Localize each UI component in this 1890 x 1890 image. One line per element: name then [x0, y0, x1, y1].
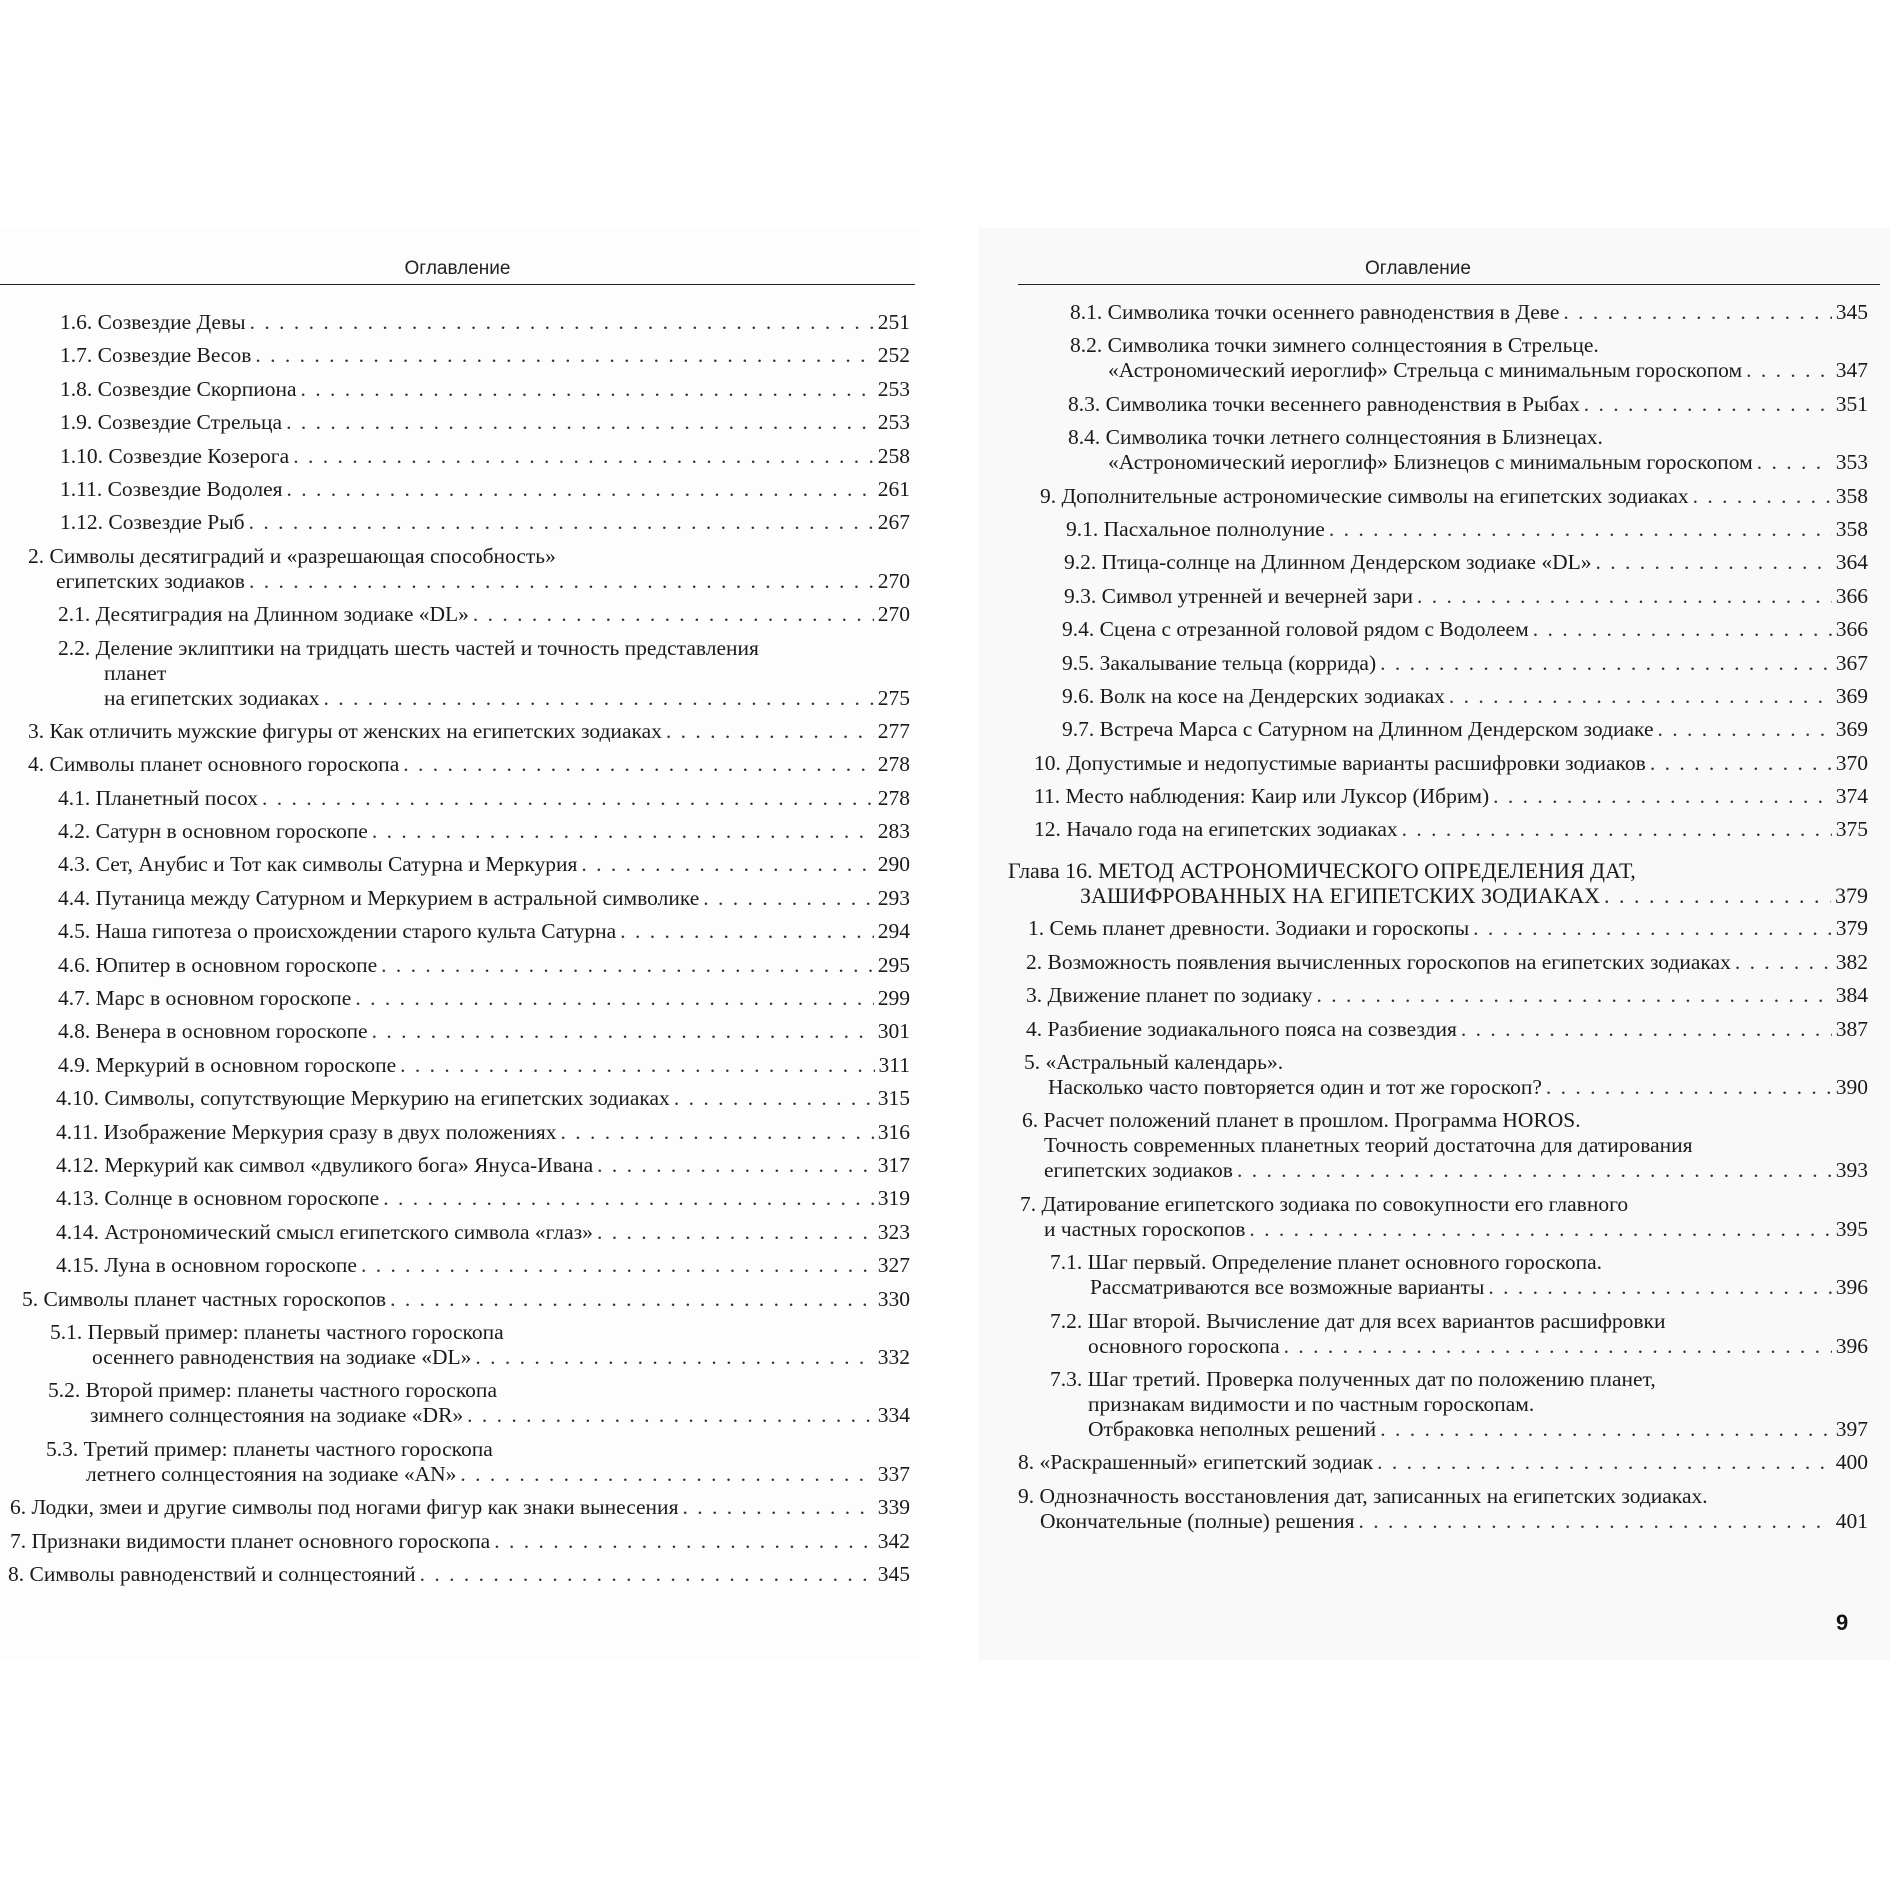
dot-leader: [1563, 300, 1831, 325]
toc-page-number: 253: [877, 376, 910, 401]
toc-entry: [978, 1309, 1890, 1359]
toc-entry-title: 2.1. Десятиградия на Длинном зодиаке «DL»: [58, 602, 469, 627]
toc-entry-title: 2. Возможность появления вычисленных гороскопов на египетских зодиаках: [1026, 949, 1731, 974]
toc-entry-title: ЗАШИФРОВАННЫХ НА ЕГИПЕТСКИХ ЗОДИАКАХ: [1080, 883, 1601, 909]
toc-entry: [0, 1437, 920, 1487]
toc-entry-line: 5.2. Второй пример: планеты частного гороскопа: [48, 1378, 497, 1403]
toc-entry-title: 8.1. Символика точки осеннего равноденствия в Деве: [1070, 300, 1560, 324]
toc-page-number: 401: [1835, 1508, 1868, 1533]
toc-entry: [0, 636, 920, 711]
toc-entry-line: 5. «Астральный календарь».: [1024, 1050, 1284, 1075]
toc-page-number: 315: [877, 1086, 910, 1111]
toc-page-number: 251: [877, 310, 910, 334]
toc-entry: [0, 1053, 920, 1078]
toc-page-number: 400: [1835, 1450, 1868, 1475]
toc-page-number: 299: [877, 986, 910, 1011]
left-page: [0, 228, 920, 1660]
toc-page-number: 379: [1835, 916, 1868, 941]
dot-leader: [255, 343, 873, 368]
dot-leader: [293, 444, 874, 469]
toc-entry: [0, 343, 920, 368]
toc-entry: [978, 751, 1890, 776]
toc-entry-title: 1.8. Созвездие Скорпиона: [60, 376, 297, 401]
dot-leader: [460, 1462, 873, 1487]
toc-page-number: 277: [877, 718, 910, 743]
toc-page-number: 396: [1835, 1333, 1868, 1358]
toc-entry-title: 4.12. Меркурий как символ «двуликого бога» Януса-Ивана: [56, 1152, 594, 1177]
toc-entry-title: 4.13. Солнце в основном гороскопе: [56, 1186, 380, 1211]
toc-entry-title: 1.12. Созвездие Рыб: [60, 510, 245, 535]
toc-entry: [0, 1287, 920, 1312]
dot-leader: [666, 719, 874, 744]
dot-leader: [1358, 1509, 1831, 1534]
toc-entry: [978, 1367, 1890, 1442]
toc-page-number: 293: [877, 885, 910, 910]
dot-leader: [383, 1186, 874, 1211]
toc-entry-title: основного гороскопа: [1088, 1333, 1280, 1358]
toc-entry: [978, 817, 1890, 842]
toc-page-number: 334: [877, 1403, 910, 1428]
toc-entry-title: 1.11. Созвездие Водолея: [60, 476, 283, 501]
toc-entry: [0, 310, 920, 335]
toc-entry-title: 3. Как отличить мужские фигуры от женских на египетских зодиаках: [28, 718, 662, 743]
dot-leader: [1402, 817, 1832, 842]
toc-entry-title: 9.3. Символ утренней и вечерней зари: [1064, 583, 1414, 608]
toc-entry-title: 9.5. Закалывание тельца (коррида): [1062, 650, 1377, 675]
dot-leader: [1746, 358, 1832, 383]
toc-entry: [978, 784, 1890, 809]
toc-page-number: 358: [1835, 516, 1868, 541]
dot-leader: [381, 953, 874, 978]
toc-entry: [0, 377, 920, 402]
right-page: [978, 228, 1890, 1660]
toc-page-number: 387: [1835, 1016, 1868, 1041]
dot-leader: [467, 1403, 874, 1428]
dot-leader: [400, 1053, 874, 1078]
toc-page-number: 337: [877, 1461, 910, 1486]
toc-entry: [978, 717, 1890, 742]
toc-entry: [0, 544, 920, 594]
toc-entry: [978, 333, 1890, 383]
toc-entry-line: 7.3. Шаг третий. Проверка полученных дат по положению планет,: [1050, 1366, 1656, 1391]
toc-entry: [0, 510, 920, 535]
toc-entry-title: 1.6. Созвездие Девы: [60, 310, 246, 334]
toc-entry: [978, 950, 1890, 975]
toc-page-number: 342: [877, 1528, 910, 1553]
toc-page-number: 374: [1835, 784, 1868, 809]
toc-entry-title: 4.7. Марс в основном гороскопе: [58, 986, 352, 1011]
toc-entry-title: осеннего равноденствия на зодиаке «DL»: [92, 1344, 472, 1369]
toc-page-number: 347: [1835, 358, 1868, 383]
dot-leader: [1316, 983, 1831, 1008]
toc-entry-line: Точность современных планетных теорий достаточна для датирования: [1044, 1133, 1693, 1158]
dot-leader: [250, 310, 874, 335]
toc-entry-title: 4.8. Венера в основном гороскопе: [58, 1019, 368, 1044]
toc-entry-title: 4.3. Сет, Анубис и Тот как символы Сатурна и Меркурия: [58, 852, 578, 877]
dot-leader: [581, 852, 873, 877]
toc-entry-title: 8. Символы равноденствий и солнцестояний: [8, 1561, 416, 1586]
toc-entry: [978, 684, 1890, 709]
toc-entry: [978, 584, 1890, 609]
dot-leader: [1735, 950, 1832, 975]
toc-entry-title: Рассматриваются все возможные варианты: [1090, 1275, 1485, 1300]
dot-leader: [1380, 651, 1832, 676]
toc-entry: [978, 550, 1890, 575]
toc-entry-title: 4.9. Меркурий в основном гороскопе: [58, 1052, 397, 1077]
toc-page-number: 393: [1835, 1158, 1868, 1183]
toc-page-number: 332: [877, 1344, 910, 1369]
dot-leader: [355, 986, 873, 1011]
toc-entry-title: 4. Разбиение зодиакального пояса на созвездия: [1026, 1016, 1457, 1041]
toc-page-number: 323: [877, 1219, 910, 1244]
dot-leader: [403, 752, 874, 777]
toc-entry-title: египетских зодиаков: [1044, 1158, 1233, 1183]
toc-entry-title: 4.4. Путаница между Сатурном и Меркурием в астральной символике: [58, 885, 700, 910]
toc-entry-line: 7.1. Шаг первый. Определение планет основного гороскопа.: [1050, 1250, 1603, 1275]
toc-page-number: 375: [1835, 817, 1868, 842]
toc-entry: [0, 602, 920, 627]
toc-entry-line: 8.2. Символика точки зимнего солнцестояния в Стрельце.: [1070, 333, 1599, 358]
toc-page-number: 275: [877, 685, 910, 710]
toc-entry: [0, 1153, 920, 1178]
toc-page-number: 339: [877, 1495, 910, 1520]
toc-entry-title: 9.6. Волк на косе на Дендерских зодиаках: [1062, 683, 1445, 708]
dot-leader: [1584, 392, 1832, 417]
toc-entry-line: 2. Символы десятиградий и «разрешающая способность»: [28, 543, 556, 568]
header-rule: [1018, 284, 1880, 285]
toc-entry-title: летнего солнцестояния на зодиаке «AN»: [86, 1461, 457, 1486]
toc-entry-title: 9.2. Птица-солнце на Длинном Дендерском зодиаке «DL»: [1064, 550, 1592, 575]
toc-entry-title: 4.11. Изображение Меркурия сразу в двух положениях: [56, 1119, 557, 1144]
dot-leader: [473, 602, 874, 627]
toc-entry: [0, 886, 920, 911]
toc-entry: [0, 786, 920, 811]
toc-entry-title: 11. Место наблюдения: Каир или Луксор (Ибрим): [1034, 784, 1490, 809]
toc-page-number: 327: [877, 1253, 910, 1278]
toc-entry: [0, 1220, 920, 1245]
toc-entry: [978, 916, 1890, 941]
toc-page-number: 390: [1835, 1075, 1868, 1100]
toc-page-number: 384: [1835, 983, 1868, 1008]
toc-entry-title: 4.2. Сатурн в основном гороскопе: [58, 819, 368, 844]
toc-page-number: 253: [877, 410, 910, 435]
dot-leader: [324, 686, 874, 711]
toc-entry: [978, 1484, 1890, 1534]
dot-leader: [620, 919, 874, 944]
page-number: 9: [1836, 1610, 1849, 1635]
toc-page-number: 395: [1835, 1216, 1868, 1241]
toc-entry: [0, 852, 920, 877]
toc-entry: [0, 1562, 920, 1587]
dot-leader: [1533, 617, 1832, 642]
toc-entry: [0, 919, 920, 944]
dot-leader: [420, 1562, 874, 1587]
toc-entry-line: 2.2. Деление эклиптики на тридцать шесть частей и точность представления: [58, 635, 759, 660]
toc-entry-title: «Астрономический иероглиф» Стрельца с минимальным гороскопом: [1108, 358, 1743, 383]
dot-leader: [1604, 883, 1831, 908]
dot-leader: [1380, 1417, 1832, 1442]
dot-leader: [682, 1495, 873, 1520]
toc-page-number: 311: [878, 1052, 910, 1077]
toc-page-number: 364: [1835, 550, 1868, 575]
toc-entry-line: 8.4. Символика точки летнего солнцестояния в Близнецах.: [1068, 425, 1603, 450]
toc-entry-title: и частных гороскопов: [1044, 1216, 1246, 1241]
toc-entry-title: на египетских зодиаках: [104, 685, 320, 710]
toc-page-number: 382: [1835, 949, 1868, 974]
toc-page-number: 295: [877, 952, 910, 977]
toc-entry: [978, 1017, 1890, 1042]
dot-leader: [674, 1086, 874, 1111]
toc-entry: [978, 517, 1890, 542]
chapter-heading: [978, 858, 1890, 908]
toc-page-number: 261: [877, 476, 910, 501]
toc-page-number: 351: [1835, 391, 1868, 416]
toc-page-number: 369: [1835, 717, 1868, 742]
toc-entry: [978, 1050, 1890, 1100]
toc-page-number: 367: [1835, 650, 1868, 675]
dot-leader: [249, 510, 874, 535]
toc-page-number: 369: [1835, 683, 1868, 708]
toc-page-number: 278: [877, 785, 910, 810]
dot-leader: [1596, 550, 1832, 575]
dot-leader: [1693, 484, 1832, 509]
toc-entry-title: 12. Начало года на египетских зодиаках: [1034, 817, 1398, 842]
dot-leader: [703, 886, 873, 911]
dot-leader: [1650, 751, 1832, 776]
toc-page-number: 353: [1835, 450, 1868, 475]
toc-entry: [978, 392, 1890, 417]
dot-leader: [1449, 684, 1832, 709]
toc-entry-title: Окончательные (полные) решения: [1040, 1508, 1355, 1533]
dot-leader: [286, 410, 874, 435]
toc-entry-line: Глава 16. МЕТОД АСТРОНОМИЧЕСКОГО ОПРЕДЕЛЕНИЯ ДАТ,: [1008, 858, 1636, 884]
toc-entry-title: 4.6. Юпитер в основном гороскопе: [58, 952, 378, 977]
toc-entry-title: Отбраковка неполных решений: [1088, 1416, 1377, 1441]
dot-leader: [372, 1019, 874, 1044]
dot-leader: [1757, 450, 1832, 475]
toc-entry-title: 4. Символы планет основного гороскопа: [28, 752, 400, 777]
toc-entry-title: 4.1. Планетный посох: [58, 785, 258, 810]
dot-leader: [249, 569, 874, 594]
toc-page-number: 301: [877, 1019, 910, 1044]
running-head: Оглавление: [1365, 258, 1471, 279]
toc-page-number: 258: [877, 443, 910, 468]
toc-page-number: 283: [877, 819, 910, 844]
toc-page-number: 345: [877, 1561, 910, 1586]
dot-leader: [1473, 916, 1832, 941]
toc-entry-title: 1.9. Созвездие Стрельца: [60, 410, 283, 435]
toc-entry-title: 7. Признаки видимости планет основного гороскопа: [10, 1528, 491, 1553]
toc-entry-title: 4.15. Луна в основном гороскопе: [56, 1253, 357, 1278]
toc-entry-title: 9.4. Сцена с отрезанной головой рядом с Водолеем: [1062, 617, 1529, 642]
toc-entry-title: египетских зодиаков: [56, 568, 245, 593]
dot-leader: [301, 377, 874, 402]
toc-entry-title: Насколько часто повторяется один и тот же гороскоп?: [1048, 1075, 1542, 1100]
toc-entry-line: 5.3. Третий пример: планеты частного гороскопа: [46, 1436, 493, 1461]
dot-leader: [475, 1345, 873, 1370]
table-of-contents: [978, 300, 1890, 1542]
dot-leader: [560, 1120, 873, 1145]
toc-entry-title: 1. Семь планет древности. Зодиаки и гороскопы: [1028, 916, 1470, 941]
toc-entry-line: признакам видимости и по частным гороскопам.: [1088, 1391, 1535, 1416]
toc-entry: [978, 1250, 1890, 1300]
toc-page-number: 252: [877, 343, 910, 368]
toc-page-number: 294: [877, 919, 910, 944]
toc-page-number: 270: [877, 602, 910, 627]
toc-entry-title: 6. Лодки, змеи и другие символы под ногами фигур как знаки вынесения: [10, 1495, 679, 1520]
dot-leader: [390, 1287, 874, 1312]
toc-entry-title: 4.10. Символы, сопутствующие Меркурию на египетских зодиаках: [56, 1086, 670, 1111]
dot-leader: [1417, 584, 1832, 609]
toc-entry: [978, 1108, 1890, 1183]
toc-entry: [0, 719, 920, 744]
toc-entry: [0, 477, 920, 502]
running-head: Оглавление: [404, 258, 511, 279]
toc-page-number: 396: [1835, 1275, 1868, 1300]
toc-entry: [978, 651, 1890, 676]
toc-entry: [0, 444, 920, 469]
dot-leader: [1493, 784, 1832, 809]
toc-entry-line: 6. Расчет положений планет в прошлом. Программа HOROS.: [1022, 1108, 1581, 1133]
toc-entry-title: 9.7. Встреча Марса с Сатурном на Длинном Дендерском зодиаке: [1062, 717, 1654, 742]
dot-leader: [597, 1153, 874, 1178]
dot-leader: [1249, 1217, 1831, 1242]
toc-page-number: 370: [1835, 750, 1868, 775]
toc-entry: [0, 1253, 920, 1278]
toc-entry: [0, 1086, 920, 1111]
toc-entry-title: 3. Движение планет по зодиаку: [1026, 983, 1313, 1008]
dot-leader: [1329, 517, 1832, 542]
toc-entry: [0, 1320, 920, 1370]
dot-leader: [287, 477, 874, 502]
toc-entry: [0, 1529, 920, 1554]
toc-entry: [0, 1186, 920, 1211]
toc-entry: [0, 410, 920, 435]
dot-leader: [361, 1253, 874, 1278]
toc-entry-line: 9. Однозначность восстановления дат, записанных на египетских зодиаках.: [1018, 1483, 1708, 1508]
toc-page-number: 366: [1835, 583, 1868, 608]
toc-entry-title: 5. Символы планет частных гороскопов: [22, 1286, 387, 1311]
toc-page-number: 319: [877, 1186, 910, 1211]
toc-page-number: 345: [1835, 300, 1868, 324]
toc-page-number: 397: [1835, 1416, 1868, 1441]
toc-entry: [978, 617, 1890, 642]
toc-page-number: 267: [877, 510, 910, 535]
toc-page-number: 270: [877, 568, 910, 593]
dot-leader: [494, 1529, 874, 1554]
toc-entry: [978, 300, 1890, 325]
toc-entry-title: «Астрономический иероглиф» Близнецов с минимальным гороскопом: [1108, 450, 1753, 475]
table-of-contents: [0, 310, 920, 1595]
toc-entry-title: 8. «Раскрашенный» египетский зодиак: [1018, 1450, 1374, 1475]
toc-entry-title: 9.1. Пасхальное полнолуние: [1066, 516, 1325, 541]
header-rule: [0, 284, 915, 285]
toc-entry-title: 4.14. Астрономический смысл египетского символа «глаз»: [56, 1219, 593, 1244]
toc-entry: [978, 484, 1890, 509]
toc-page-number: 358: [1835, 483, 1868, 508]
toc-entry-title: 8.3. Символика точки весеннего равноденствия в Рыбах: [1068, 391, 1580, 416]
dot-leader: [1377, 1450, 1832, 1475]
toc-entry: [0, 1120, 920, 1145]
dot-leader: [597, 1220, 874, 1245]
toc-entry: [0, 953, 920, 978]
dot-leader: [372, 819, 874, 844]
toc-entry-title: 10. Допустимые и недопустимые варианты расшифровки зодиаков: [1034, 750, 1646, 775]
toc-entry-title: 9. Дополнительные астрономические символы на египетских зодиаках: [1040, 483, 1689, 508]
toc-page-number: 379: [1835, 883, 1868, 909]
toc-entry: [0, 752, 920, 777]
toc-entry: [0, 986, 920, 1011]
toc-entry-title: 4.5. Наша гипотеза о происхождении старого культа Сатурна: [58, 919, 617, 944]
toc-entry: [978, 1192, 1890, 1242]
toc-entry: [0, 1019, 920, 1044]
toc-page-number: 317: [877, 1152, 910, 1177]
dot-leader: [1488, 1275, 1831, 1300]
dot-leader: [1284, 1334, 1832, 1359]
toc-entry-line: 7.2. Шаг второй. Вычисление дат для всех вариантов расшифровки: [1050, 1308, 1666, 1333]
toc-entry: [978, 425, 1890, 475]
toc-entry: [0, 1495, 920, 1520]
dot-leader: [1461, 1017, 1832, 1042]
toc-entry-line: 7. Датирование египетского зодиака по совокупности его главного: [1020, 1191, 1629, 1216]
toc-entry: [0, 819, 920, 844]
toc-entry: [978, 983, 1890, 1008]
toc-entry-title: 1.10. Созвездие Козерога: [60, 443, 290, 468]
toc-entry-line: планет: [104, 660, 167, 685]
dot-leader: [262, 786, 874, 811]
toc-entry-title: 1.7. Созвездие Весов: [60, 343, 252, 368]
toc-page-number: 366: [1835, 617, 1868, 642]
toc-entry-title: зимнего солнцестояния на зодиаке «DR»: [90, 1403, 464, 1428]
dot-leader: [1237, 1158, 1832, 1183]
dot-leader: [1658, 717, 1832, 742]
toc-entry: [0, 1378, 920, 1428]
toc-page-number: 290: [877, 852, 910, 877]
toc-entry: [978, 1450, 1890, 1475]
dot-leader: [1546, 1075, 1832, 1100]
toc-entry-line: 5.1. Первый пример: планеты частного гороскопа: [50, 1319, 504, 1344]
toc-page-number: 316: [877, 1119, 910, 1144]
toc-page-number: 278: [877, 752, 910, 777]
toc-page-number: 330: [877, 1286, 910, 1311]
